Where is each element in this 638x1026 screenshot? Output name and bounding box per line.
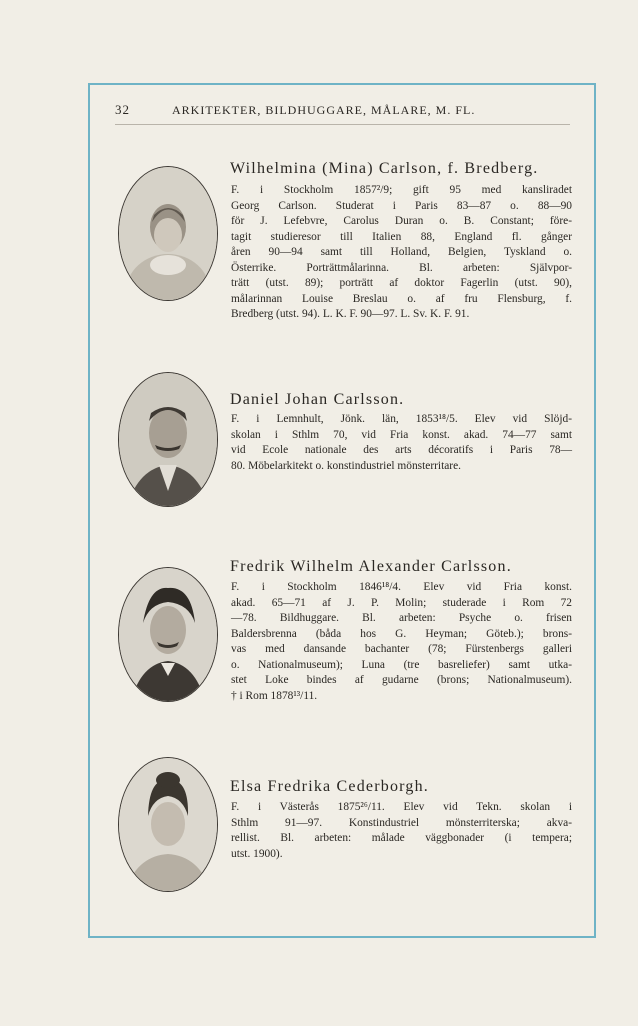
bio-line: stet Loke bindes af gudarne (brons; Nationalmuseum). xyxy=(231,674,572,686)
entry-bio xyxy=(231,412,572,474)
entry-name: Fredrik Wilhelm Alexander Carlsson. xyxy=(230,558,512,575)
entry-name: Daniel Johan Carlsson. xyxy=(230,391,405,408)
bio-line: Österrike. Porträttmålarinna. Bl. arbeten: Självpor- xyxy=(231,261,572,274)
bio-line: F. i Stockholm 1857²/9; gift 95 med kansliradet xyxy=(231,184,572,196)
entry-name: Elsa Fredrika Cederborgh. xyxy=(230,778,429,795)
bio-line: Baldersbrenna (båda hos G. Heyman; Göteb.); brons- xyxy=(231,627,572,640)
portrait-photo-woman xyxy=(118,757,218,892)
bio-line: Georg Carlson. Studerat i Paris 83—87 o. 88—90 xyxy=(231,199,572,212)
bio-line: rellist. Bl. arbeten: målade väggbonader (i tempera; xyxy=(231,832,572,844)
portrait-photo-woman xyxy=(118,166,218,301)
bio-line: Bredberg (utst. 94). L. K. F. 90—97. L. Sv. K. F. 91. xyxy=(231,308,470,320)
bio-line: för J. Lefebvre, Carolus Duran o. B. Constant; före- xyxy=(231,215,572,227)
bio-line: Sthlm 91—97. Konstindustriel mönsterriterska; akva- xyxy=(231,816,572,829)
bio-line: målarinnan Louise Breslau o. af fru Flensburg, f. xyxy=(231,292,572,305)
bio-line: vid Ecole nationale des arts décoratifs i Paris 78— xyxy=(231,444,572,456)
entry-bio xyxy=(231,800,572,862)
bio-line: trätt (utst. 89); porträtt af doktor Fagerlin (utst. 90), xyxy=(231,277,572,289)
bio-line: akad. 65—71 af J. P. Molin; studerade i Rom 72 xyxy=(231,596,572,609)
bio-line: F. i Stockholm 1846¹⁸/4. Elev vid Fria konst. xyxy=(231,581,572,593)
portrait-photo-man xyxy=(118,372,218,507)
bio-line: † i Rom 1878¹³/11. xyxy=(231,689,318,702)
bio-line: utst. 1900). xyxy=(231,847,283,860)
bio-line: F. i Lemnhult, Jönk. län, 1853¹⁸/5. Elev vid Slöjd- xyxy=(231,413,572,425)
bio-line: 80. Möbelarkitekt o. konstindustriel mönsterritare. xyxy=(231,459,461,472)
bio-line: —78. Bildhuggare. Bl. arbeten: Psyche o. frisen xyxy=(231,612,572,624)
entry-bio xyxy=(231,580,572,704)
page-header xyxy=(115,100,570,125)
bio-line: F. i Västerås 1875²⁶/11. Elev vid Tekn. skolan i xyxy=(231,801,572,813)
entry-name: Wilhelmina (Mina) Carlson, f. Bredberg. xyxy=(230,160,539,177)
page-number: 32 xyxy=(115,102,130,117)
bio-line: åren 90—94 samt till Holland, Belgien, Tyskland o. xyxy=(231,246,572,258)
bio-line: skolan i Sthlm 70, vid Fria konst. akad. 74—77 samt xyxy=(231,428,572,441)
bio-line: tagit studieresor till Italien 88, England fl. gånger xyxy=(231,230,572,243)
entry-bio xyxy=(231,183,572,323)
bio-line: vas med dansande bachanter (78; Fürstenbergs galleri xyxy=(231,643,572,655)
portrait-photo-man xyxy=(118,567,218,702)
bio-line: o. Nationalmuseum); Luna (tre basreliefer) samt utka- xyxy=(231,658,572,671)
running-head: ARKITEKTER, BILDHUGGARE, MÅLARE, M. FL. xyxy=(172,103,476,117)
